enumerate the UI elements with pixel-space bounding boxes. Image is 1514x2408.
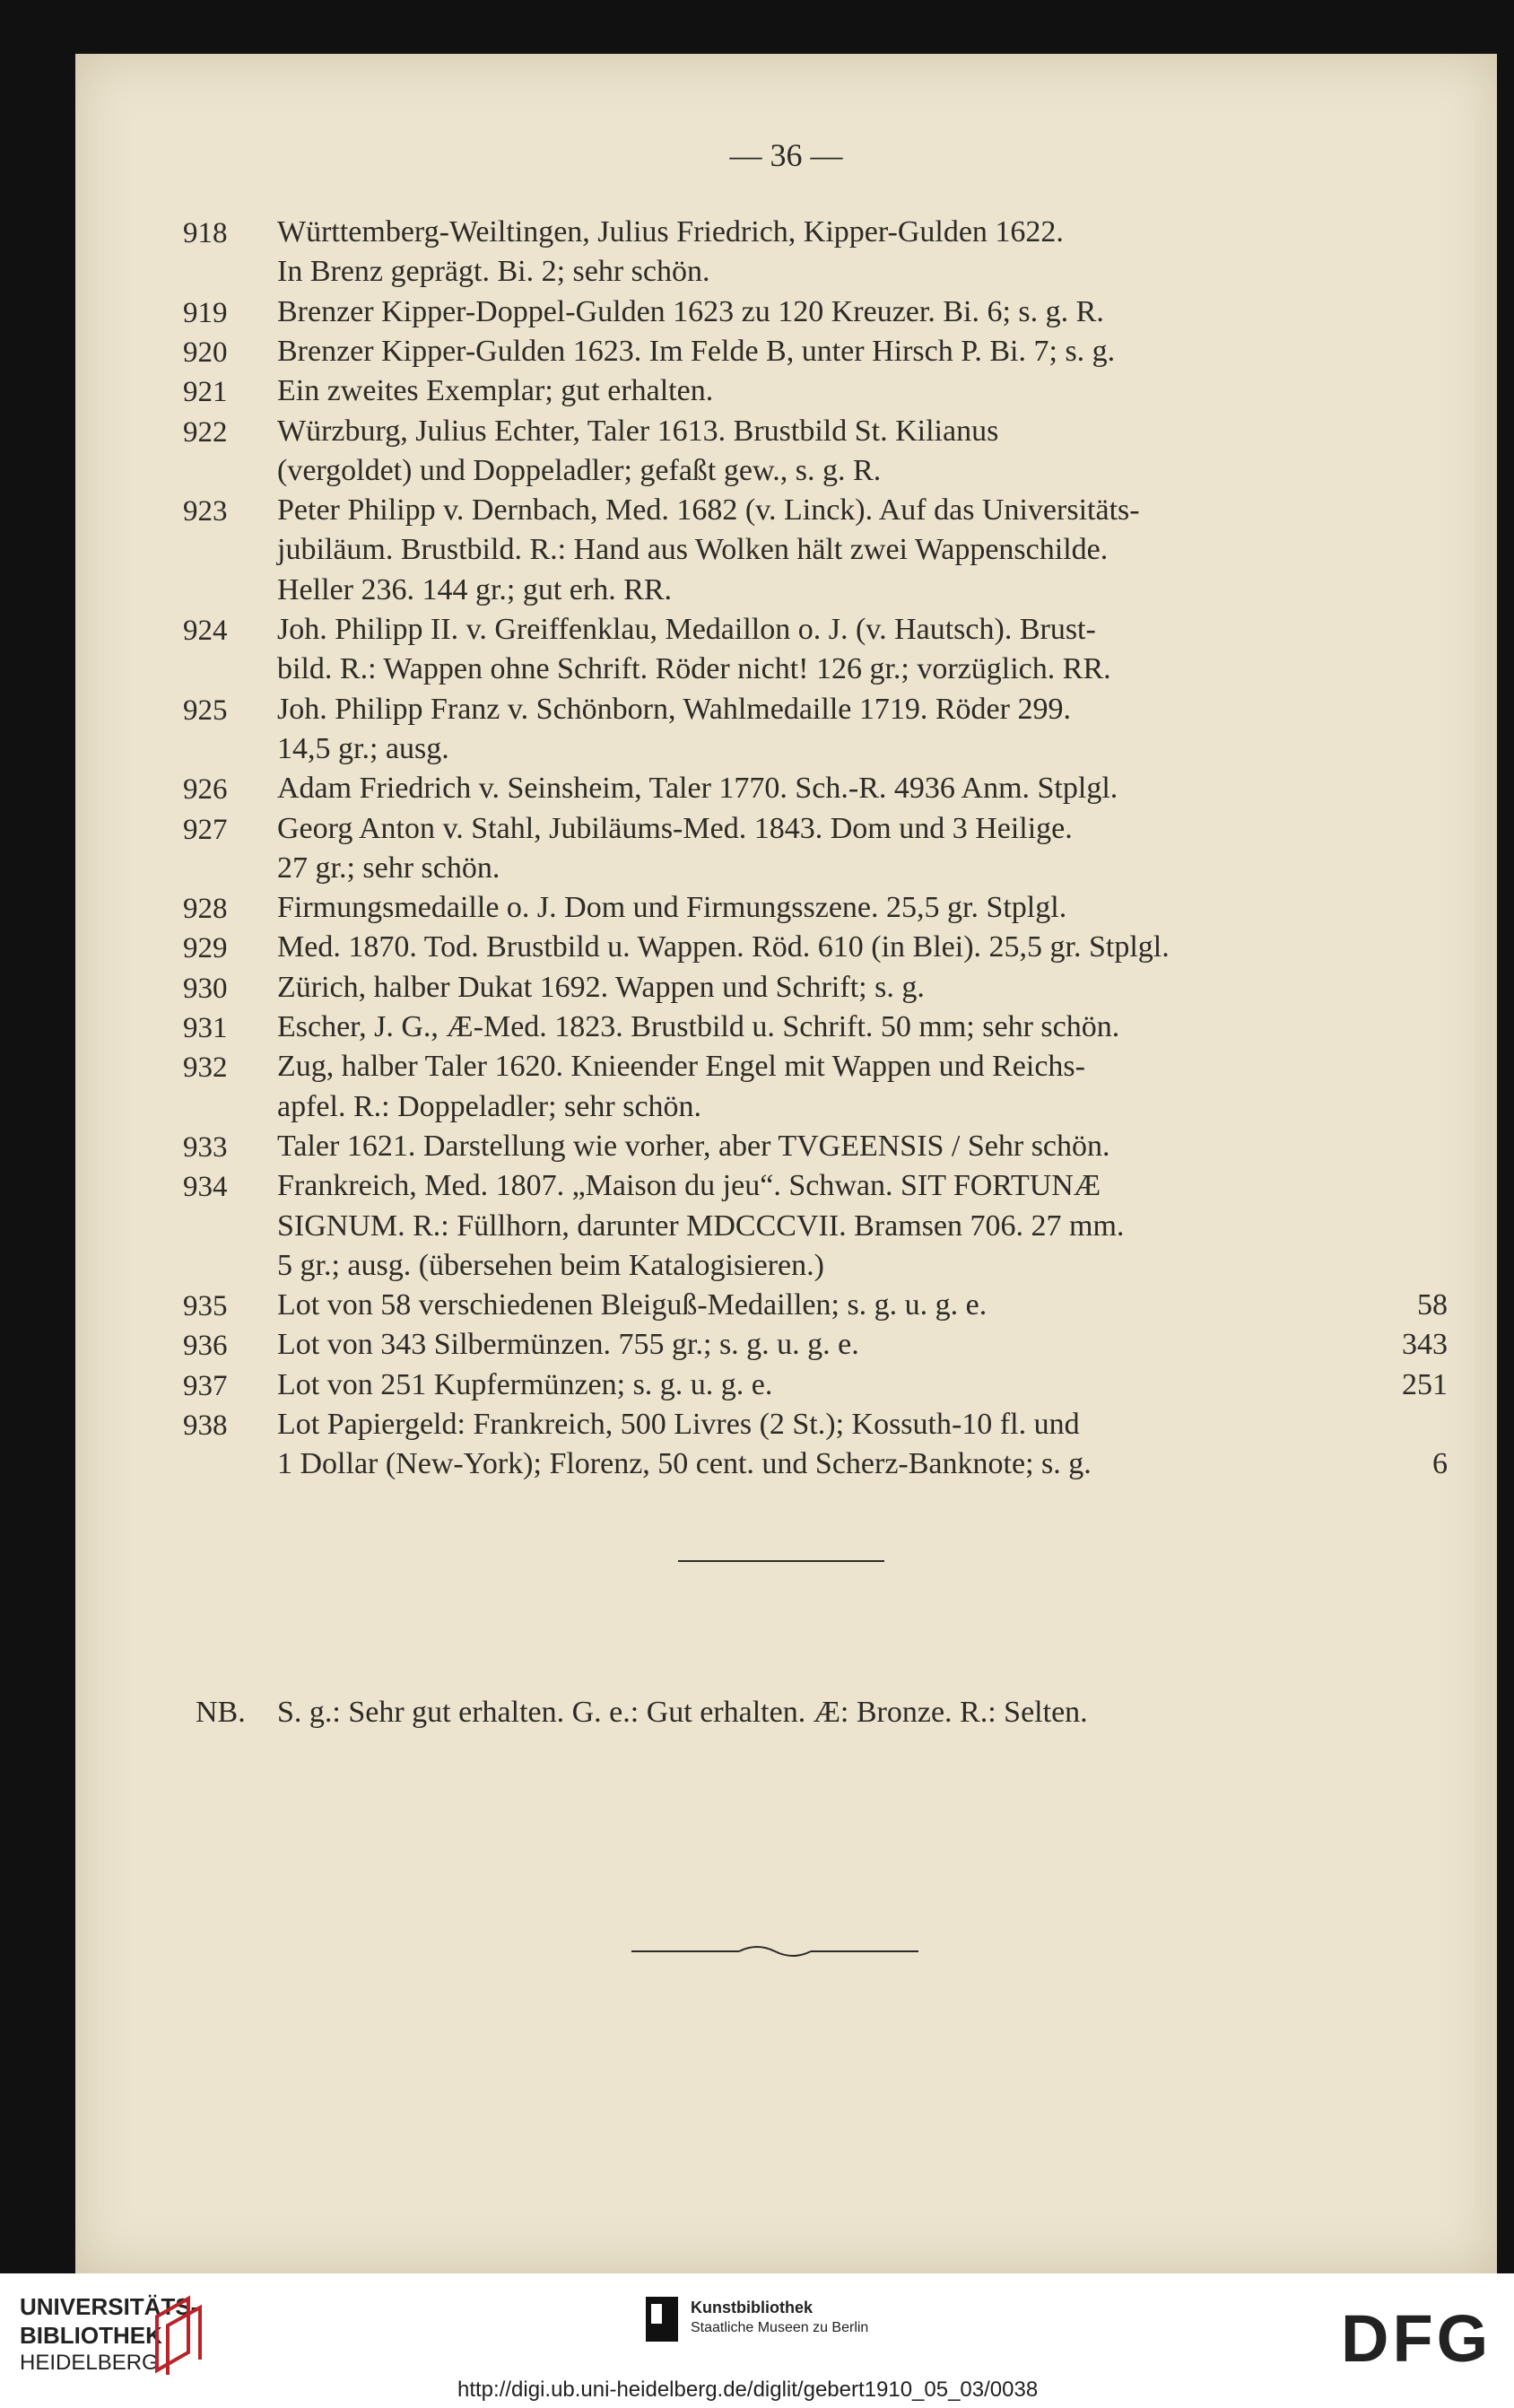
entry-text-line: Firmungsmedaille o. J. Dom und Firmungsszene. 25,5 gr. Stplgl.	[277, 891, 1067, 925]
entry-number: 938	[183, 1409, 228, 1442]
page-sheet	[75, 54, 1497, 2273]
entry-text-line: Lot von 343 Silbermünzen. 755 gr.; s. g. u. g. e.	[277, 1328, 859, 1362]
entry-text-line: Frankreich, Med. 1807. „Maison du jeu“. Schwan. SIT FORTUNÆ	[277, 1169, 1101, 1203]
entry-number: 935	[183, 1290, 228, 1323]
entry-number: 923	[183, 495, 228, 528]
footer	[0, 2273, 1514, 2408]
entry-number: 919	[183, 296, 228, 329]
entry-text-line: Lot Papiergeld: Frankreich, 500 Livres (2 St.); Kossuth-10 fl. und	[277, 1408, 1080, 1441]
entry-number: 937	[183, 1369, 228, 1402]
library-logo	[148, 2290, 211, 2379]
entry-text-line: Joh. Philipp II. v. Greiffenklau, Medaillon o. J. (v. Hautsch). Brust-	[277, 613, 1096, 646]
lot-count: 343	[1402, 1328, 1448, 1362]
entry-number: 928	[183, 893, 228, 926]
entry-text-line: Lot von 58 verschiedenen Bleiguß-Medaillen; s. g. u. g. e.	[277, 1288, 988, 1322]
page-number: — 36 —	[729, 137, 843, 173]
entry-number: 933	[183, 1130, 228, 1164]
entry-text-line: Brenzer Kipper-Gulden 1623. Im Felde B, unter Hirsch P. Bi. 7; s. g.	[277, 334, 1116, 368]
lot-count: 58	[1417, 1288, 1448, 1322]
entry-number: 930	[183, 972, 228, 1005]
section-divider	[678, 1560, 884, 1562]
entry-text-line: Taler 1621. Darstellung wie vorher, aber TVGEENSIS / Sehr schön.	[277, 1129, 1110, 1163]
entry-number: 927	[183, 813, 228, 846]
entry-text-line: Württemberg-Weiltingen, Julius Friedrich, Kipper-Gulden 1622.	[277, 215, 1064, 249]
entry-number: 922	[183, 415, 228, 449]
entry-number: 918	[183, 217, 228, 249]
entry-text-line: In Brenz geprägt. Bi. 2; sehr schön.	[277, 255, 710, 289]
entry-text-line: 14,5 gr.; ausg.	[277, 731, 449, 765]
entry-text-line: Joh. Philipp Franz v. Schönborn, Wahlmedaille 1719. Röder 299.	[277, 692, 1071, 726]
entry-text-line: 27 gr.; sehr schön.	[277, 851, 500, 885]
entry-number: 920	[183, 336, 228, 369]
entry-number: 929	[183, 932, 228, 965]
entry-text-line: SIGNUM. R.: Füllhorn, darunter MDCCCVII. Bramsen 706. 27 mm.	[277, 1208, 1125, 1243]
entry-text-line: Adam Friedrich v. Seinsheim, Taler 1770. Sch.-R. 4936 Anm. Stplgl.	[277, 772, 1118, 806]
library-name-line3: HEIDELBERG	[20, 2351, 159, 2375]
entry-text-line: Zug, halber Taler 1620. Knieender Engel mit Wappen und Reichs-	[277, 1050, 1085, 1084]
entry-text-line: Peter Philipp v. Dernbach, Med. 1682 (v. Linck). Auf das Universitäts-	[277, 493, 1140, 528]
nb-label: NB.	[196, 1696, 246, 1729]
entry-text-line: 1 Dollar (New-York); Florenz, 50 cent. und Scherz-Banknote; s. g.	[277, 1447, 1092, 1481]
nb-text: S. g.: Sehr gut erhalten. G. e.: Gut erhalten. Æ: Bronze. R.: Selten.	[277, 1696, 1088, 1729]
entry-number: 924	[183, 615, 228, 647]
entry-number: 925	[183, 694, 228, 727]
entry-text-line: bild. R.: Wappen ohne Schrift. Röder nicht! 126 gr.; vorzüglich. RR.	[277, 652, 1111, 686]
entry-number: 936	[183, 1330, 228, 1363]
library-name-line1: UNIVERSITÄTS-	[20, 2293, 199, 2320]
lot-count: 251	[1402, 1367, 1448, 1401]
entry-text-line: jubiläum. Brustbild. R.: Hand aus Wolken hält zwei Wappenschilde.	[277, 533, 1109, 567]
entry-text-line: Lot von 251 Kupfermünzen; s. g. u. g. e.	[277, 1367, 773, 1401]
dfg-logo: DFG	[1341, 2301, 1492, 2376]
entry-text-line: Med. 1870. Tod. Brustbild u. Wappen. Röd. 610 (in Blei). 25,5 gr. Stplgl.	[277, 930, 1170, 964]
entry-text-line: apfel. R.: Doppeladler; sehr schön.	[277, 1089, 702, 1123]
entry-number: 921	[183, 376, 228, 409]
entry-text-line: Brenzer Kipper-Doppel-Gulden 1623 zu 120 Kreuzer. Bi. 6; s. g. R.	[277, 294, 1104, 328]
entry-text-line: Ein zweites Exemplar; gut erhalten.	[277, 374, 714, 408]
entry-text-line: Escher, J. G., Æ-Med. 1823. Brustbild u. Schrift. 50 mm; sehr schön.	[277, 1010, 1120, 1043]
entry-number: 932	[183, 1051, 228, 1085]
entry-number: 931	[183, 1012, 228, 1044]
entry-number: 934	[183, 1171, 228, 1204]
entry-number: 926	[183, 773, 228, 807]
source-url: http://digi.ub.uni-heidelberg.de/diglit/gebert1910_05_03/0038	[457, 2377, 1039, 2402]
entry-text-line: Heller 236. 144 gr.; gut erh. RR.	[277, 572, 673, 606]
library-name-line2: BIBLIOTHEK	[20, 2322, 162, 2349]
kunstbibliothek-subtitle: Staatliche Museen zu Berlin	[691, 2320, 869, 2335]
entry-text-line: Zürich, halber Dukat 1692. Wappen und Schrift; s. g.	[277, 970, 925, 1004]
entry-text-line: 5 gr.; ausg. (übersehen beim Katalogisieren.)	[277, 1248, 824, 1282]
kunstbibliothek-logo	[646, 2297, 678, 2342]
kunstbibliothek-name: Kunstbibliothek	[691, 2299, 813, 2316]
entry-text-line: Würzburg, Julius Echter, Taler 1613. Brustbild St. Kilianus	[277, 414, 999, 448]
entry-text-line: (vergoldet) und Doppeladler; gefaßt gew., s. g. R.	[277, 453, 882, 487]
ornament-divider	[631, 1941, 918, 1962]
entry-text-line: Georg Anton v. Stahl, Jubiläums-Med. 1843. Dom und 3 Heilige.	[277, 811, 1073, 845]
lot-count: 6	[1432, 1447, 1448, 1481]
